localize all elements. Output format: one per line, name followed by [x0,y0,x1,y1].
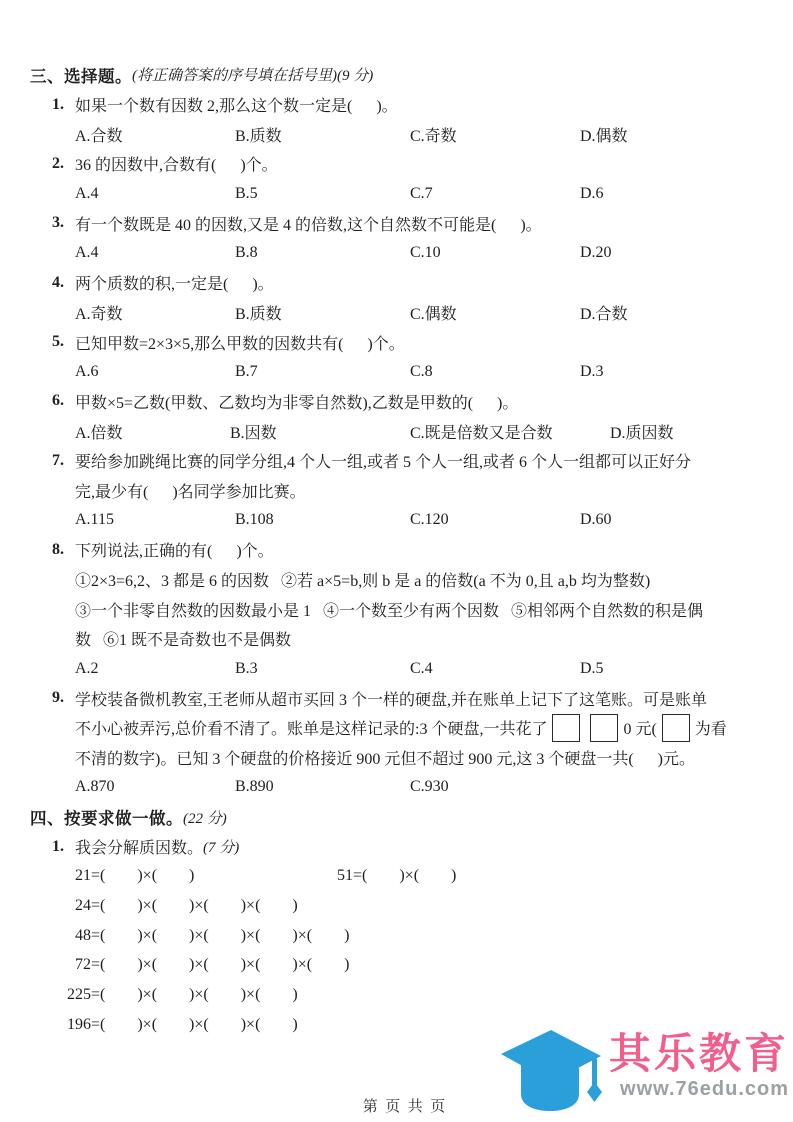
factorization-row-24 [0,891,793,921]
question-1-number: 1. [52,95,64,113]
sub1-note: (7 分) [203,840,240,857]
question-5-number: 5. [52,333,64,351]
sub1-text: 我会分解质因数。 [75,840,204,858]
option-d: D.3 [580,362,604,380]
question-8 [0,535,793,565]
question-7-options [0,505,793,535]
question-9-line2 [0,713,793,743]
option-b: B.3 [235,659,258,677]
question-3-options [0,238,793,268]
brand-website: www.76edu.com [620,1077,789,1100]
question-9-number: 9. [52,689,64,707]
section-three-title: 三、选择题。 [30,66,132,86]
factorization-24: 24=( )×( )×( )×( ) [75,897,298,915]
question-8-options [0,654,793,684]
option-b: B.质数 [235,127,282,145]
factorization-row-48 [0,921,793,951]
option-a: A.奇数 [75,305,123,323]
question-7-continuation [0,476,793,506]
question-8-items-line3 [0,624,793,654]
question-3-text: 有一个数既是 40 的因数,又是 4 的倍数,这个自然数不可能是( )。 [75,216,542,234]
option-b: B.5 [235,184,258,202]
option-c: C.120 [410,511,449,529]
question-4 [0,268,793,298]
question-7 [0,446,793,476]
question-6-options [0,416,793,446]
question-9-text-line3: 不清的数字)。已知 3 个硬盘的价格接近 900 元但不超过 900 元,这 3 个硬盘一共( )元。 [75,751,695,769]
sub1-number: 1. [52,837,64,855]
question-8-statements-2: ③一个非零自然数的因数最小是 1 ④一个数至少有两个因数 ⑤相邻两个自然数的积是偶 [75,602,704,620]
option-c: C.4 [410,659,433,677]
brand-text-block [608,1029,789,1100]
question-3-number: 3. [52,214,64,232]
question-1-options [0,119,793,149]
factorization-51: 51=( )×( ) [337,867,457,885]
section-three-note: (将正确答案的序号填在括号里)(9 分) [132,68,374,85]
question-3 [0,208,793,238]
option-a: A.倍数 [75,424,123,442]
smudged-digit-box-2 [590,714,618,742]
question-9-line3 [0,743,793,773]
section-three-heading [0,60,793,90]
option-c: C.8 [410,362,433,380]
option-c: C.7 [410,184,433,202]
question-6-text: 甲数×5=乙数(甲数、乙数均为非零自然数),乙数是甲数的( )。 [75,394,519,412]
option-a: A.2 [75,659,99,677]
brand-name: 其乐教育 [608,1029,789,1077]
option-d: D.5 [580,659,604,677]
worksheet-content [0,60,793,1040]
section-four-note: (22 分) [183,810,227,827]
factorization-225: 225=( )×( )×( )×( ) [67,986,298,1004]
question-2 [0,149,793,179]
option-a: A.115 [75,511,114,529]
factorization-row-72 [0,951,793,981]
option-a: A.6 [75,362,99,380]
option-a: A.870 [75,778,115,796]
question-8-text: 下列说法,正确的有( )个。 [75,543,274,561]
question-9-text-line2-post: 为看 [694,721,727,739]
option-a: A.合数 [75,127,123,145]
option-b: B.108 [235,511,274,529]
factorization-196: 196=( )×( )×( )×( ) [67,1015,298,1033]
option-c: C.10 [410,243,441,261]
option-b: B.890 [235,778,274,796]
question-5-options [0,357,793,387]
question-7-number: 7. [52,451,64,469]
option-b: B.因数 [230,424,277,442]
option-c: C.930 [410,778,449,796]
question-1-text: 如果一个数有因数 2,那么这个数一定是( )。 [75,98,398,116]
option-c: C.奇数 [410,127,457,145]
question-8-statements-3: 数 ⑥1 既不是奇数也不是偶数 [75,632,292,650]
smudged-digit-box-legend [662,714,690,742]
question-7-text-line1: 要给参加跳绳比赛的同学分组,4 个人一组,或者 5 个人一组,或者 6 个人一组都可以正好分 [75,454,692,472]
brand-logo [493,1020,789,1112]
question-7-text-line2: 完,最少有( )名同学参加比赛。 [75,483,306,501]
factorization-21: 21=( )×( ) [75,867,195,885]
option-b: B.8 [235,243,258,261]
option-d: D.合数 [580,305,628,323]
question-5-text: 已知甲数=2×3×5,那么甲数的因数共有( )个。 [75,335,405,353]
factorization-row-21-51 [0,862,793,892]
question-8-items-line1 [0,565,793,595]
option-d: D.偶数 [580,127,628,145]
option-b: B.7 [235,362,258,380]
question-8-number: 8. [52,540,64,558]
question-9 [0,683,793,713]
question-2-text: 36 的因数中,合数有( )个。 [75,157,278,175]
option-c: C.偶数 [410,305,457,323]
option-d: D.20 [580,243,612,261]
smudged-digit-box-1 [552,714,580,742]
question-2-options [0,179,793,209]
option-c: C.既是倍数又是合数 [410,424,553,442]
graduation-cap-icon [493,1020,605,1112]
question-2-number: 2. [52,154,64,172]
question-9-text-line2-pre: 不小心被弄污,总价看不清了。账单是这样记录的:3 个硬盘,一共花了 [75,721,548,739]
question-4-number: 4. [52,273,64,291]
factorization-row-225 [0,980,793,1010]
question-4-text: 两个质数的积,一定是( )。 [75,276,274,294]
option-b: B.质数 [235,305,282,323]
option-d: D.6 [580,184,604,202]
factorization-72: 72=( )×( )×( )×( )×( ) [75,956,350,974]
question-4-options [0,298,793,328]
factorization-48: 48=( )×( )×( )×( )×( ) [75,926,350,944]
question-6-number: 6. [52,392,64,410]
question-6 [0,387,793,417]
option-d: D.60 [580,511,612,529]
question-1 [0,90,793,120]
option-d: D.质因数 [610,424,674,442]
section-four-sub1 [0,832,793,862]
question-5 [0,327,793,357]
option-a: A.4 [75,184,99,202]
option-a: A.4 [75,243,99,261]
question-8-statements-1: ①2×3=6,2、3 都是 6 的因数 ②若 a×5=b,则 b 是 a 的倍数(a 不为 0,且 a,b 均为整数) [75,573,651,591]
section-four-title: 四、按要求做一做。 [30,809,183,829]
question-9-text-line1: 学校装备微机教室,王老师从超市买回 3 个一样的硬盘,并在账单上记下了这笔账。可是账单 [75,691,708,709]
question-9-text-line2-mid: 0 元( [623,721,657,739]
question-8-items-line2 [0,594,793,624]
page-number-label: 第 页 共 页 [362,1099,446,1115]
question-9-options [0,773,793,803]
section-four-heading [0,802,793,832]
